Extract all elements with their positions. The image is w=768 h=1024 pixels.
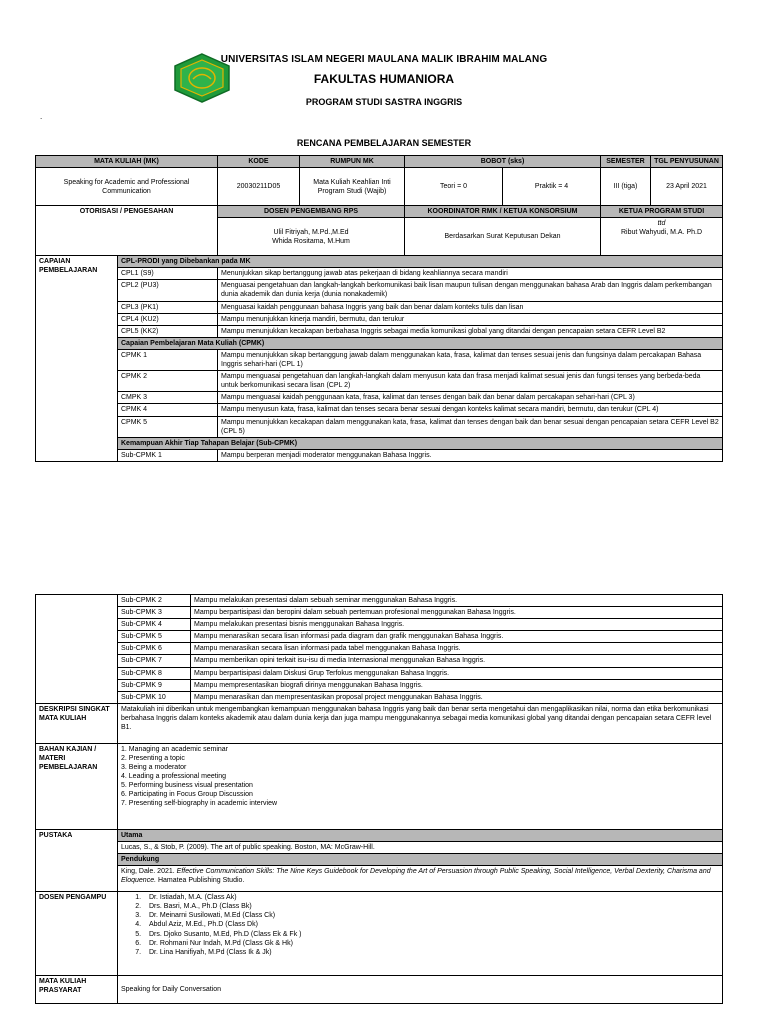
subcpmk-continued: [36, 595, 723, 704]
header-semester: SEMESTER: [601, 156, 651, 168]
cpmk-row: [36, 404, 723, 416]
rps-table-page-2: [35, 594, 723, 1004]
cpl-header-label: CPL-PRODI yang Dibebankan pada MK: [118, 256, 723, 268]
course-teori: Teori = 0: [405, 168, 503, 206]
prasyarat-label: MATA KULIAH PRASYARAT: [36, 976, 118, 1004]
subcpmk-text: Mampu melakukan presentasi bisnis menggunakan Bahasa Inggris.: [191, 619, 723, 631]
dosen-label: DOSEN PENGAMPU: [36, 892, 118, 976]
subcpmk-row: [36, 643, 723, 655]
course-name: Speaking for Academic and Professional Communication: [36, 168, 218, 206]
header-ketua-prodi: KETUA PROGRAM STUDI: [601, 206, 723, 218]
pustaka-utama-label: Utama: [118, 829, 723, 841]
cpmk-row: [36, 392, 723, 404]
course-code: 20030211D05: [218, 168, 300, 206]
course-semester: III (tiga): [601, 168, 651, 206]
subcpmk-code: Sub-CPMK 8: [118, 667, 191, 679]
course-praktik: Praktik = 4: [503, 168, 601, 206]
capaian-section: [36, 256, 723, 462]
cpl-row-text: Mampu menunjukkan kinerja mandiri, bermutu, dan terukur: [218, 313, 723, 325]
subcpmk-row: [36, 619, 723, 631]
bahan-label: BAHAN KAJIAN / MATERI PEMBELAJARAN: [36, 743, 118, 829]
cpl-row: [36, 325, 723, 337]
subcpmk-code: Sub-CPMK 7: [118, 655, 191, 667]
bahan-item: 2. Presenting a topic: [121, 754, 185, 762]
cpl-row-code: CPL5 (KK2): [118, 325, 218, 337]
ttd-label: ttd: [657, 220, 666, 228]
header-dosen-pengembang: DOSEN PENGEMBANG RPS: [218, 206, 405, 218]
cpmk-row-text: Mampu menunjukkan kecakapan dalam menggunakan kata, frasa, kalimat dan tenses dengan baik dan benar sesuai dengan pencapaian setara CEFR Level B2 (CPL 5): [218, 416, 723, 437]
bahan-item: 7. Presenting self-biography in academic interview: [121, 800, 278, 808]
ketua-prodi-name: Ribut Wahyudi, M.A. Ph.D: [620, 229, 703, 237]
cpl-row-text: Menguasai pengetahuan dan langkah-langkah berkomunikasi baik lisan maupun tulisan dengan menggunakan bahasa Arab dan Inggris dalam perkembangan dunia akademik dan dunia kerja (dunia nonakademik): [218, 280, 723, 301]
subcpmk-code: Sub-CPMK 6: [118, 643, 191, 655]
cpmk-row-code: CPMK 1: [118, 349, 218, 370]
prasyarat-text: Speaking for Daily Conversation: [118, 976, 723, 1004]
dosen-pengembang-1: Ulil Fitriyah, M.Pd.,M.Ed: [273, 228, 349, 236]
course-date: 23 April 2021: [651, 168, 723, 206]
subcpmk-text: Mampu mempresentasikan biografi dirinya menggunakan Bahasa Inggris.: [191, 679, 723, 691]
cpmk-row-code: CMPK 3: [118, 392, 218, 404]
faculty-name: FAKULTAS HUMANIORA: [313, 72, 455, 86]
header-kode: KODE: [218, 156, 300, 168]
cpmk-row: [36, 371, 723, 392]
header-koordinator: KOORDINATOR RMK / KETUA KONSORSIUM: [405, 206, 601, 218]
cpl-row-text: Menguasai kaidah penggunaan bahasa Inggris yang baik dan benar dalam konteks tulis dan lisan: [218, 301, 723, 313]
dosen-pengembang: [218, 218, 405, 256]
otorisasi-label: OTORISASI / PENGESAHAN: [36, 206, 218, 256]
subcpmk-row: [36, 449, 723, 461]
cpl-row: [36, 280, 723, 301]
dosen-item: 1. Dr. Istiadah, M.A. (Class Ak): [143, 893, 719, 902]
bahan-item: 3. Being a moderator: [121, 764, 187, 772]
subcpmk-code: Sub-CPMK 9: [118, 679, 191, 691]
header-mata-kuliah: MATA KULIAH (MK): [36, 156, 218, 168]
pendukung-author: King, Dale. 2021.: [121, 868, 177, 876]
subcpmk-row-code: Sub-CPMK 1: [118, 449, 218, 461]
subcpmk-code: Sub-CPMK 2: [118, 595, 191, 607]
cpmk-header: [36, 337, 723, 349]
dosen-item: 7. Dr. Lina Hanifiyah, M.Pd (Class Ik & Jk): [143, 948, 719, 957]
subcpmk-row: [36, 691, 723, 703]
deskripsi-label: DESKRIPSI SINGKAT MATA KULIAH: [36, 703, 118, 743]
bahan-list: [118, 743, 723, 829]
subcpmk-row: [36, 631, 723, 643]
subcpmk-row: [36, 655, 723, 667]
header-rumpun: RUMPUN MK: [300, 156, 405, 168]
cpl-row-code: CPL4 (KU2): [118, 313, 218, 325]
cpmk-header-label: Capaian Pembelajaran Mata Kuliah (CPMK): [118, 337, 723, 349]
capaian-label: CAPAIAN PEMBELAJARAN: [36, 256, 118, 462]
rps-table-page-1: [35, 155, 723, 462]
subcpmk-text: Mampu berpartisipasi dalam Diskusi Grup Terfokus menggunakan Bahasa Inggris.: [191, 667, 723, 679]
header-tgl: TGL PENYUSUNAN: [651, 156, 723, 168]
stray-dot: .: [40, 112, 43, 121]
subcpmk-text: Mampu menarasikan secara lisan informasi pada tabel menggunakan Bahasa Inggris.: [191, 643, 723, 655]
capaian-continued-label: [36, 595, 118, 704]
cpmk-row-code: CPMK 4: [118, 404, 218, 416]
subcpmk-row-text: Mampu berperan menjadi moderator menggunakan Bahasa Inggris.: [218, 449, 723, 461]
cpmk-row-text: Mampu menyusun kata, frasa, kalimat dan tenses secara benar sesuai dengan konteks kalimat secara mandiri, bermutu, dan terukur (CPL 4): [218, 404, 723, 416]
pustaka-label: PUSTAKA: [36, 829, 118, 891]
pustaka-pendukung-label: Pendukung: [118, 854, 723, 866]
document-title: RENCANA PEMBELAJARAN SEMESTER: [296, 138, 472, 148]
subcpmk-header: [36, 437, 723, 449]
dosen-item: 5. Drs. Djoko Susanto, M.Ed, Ph.D (Class Ek & Fk ): [143, 930, 719, 939]
pendukung-publisher: Hamatea Publishing Studio.: [156, 877, 245, 885]
dosen-item: 3. Dr. Meinarni Susilowati, M.Ed (Class Ck): [143, 911, 719, 920]
cpl-row-code: CPL3 (PK1): [118, 301, 218, 313]
deskripsi-text: Matakuliah ini diberikan untuk mengembangkan kemampuan menggunakan bahasa Inggris yang baik dan benar serta mengetahui dan mengaplikasikan nilai, norma dan etika berkomunikasi berbahasa Inggris dalam konteks akademik atau dalam dunia kerja dan juga mampu menggunakannya sebagai media komunikasi global yang ditandai dengan pencapaian setara CEFR level B1.: [118, 703, 723, 743]
subcpmk-row: [36, 607, 723, 619]
cpl-row-code: CPL1 (S9): [118, 268, 218, 280]
dosen-item: 4. Abdul Aziz, M.Ed., Ph.D (Class Dk): [143, 920, 719, 929]
dosen-list: [121, 893, 719, 957]
ketua-prodi: [601, 218, 723, 256]
cpl-row: [36, 268, 723, 280]
bahan-item: 4. Leading a professional meeting: [121, 773, 227, 781]
subcpmk-text: Mampu berpartisipasi dan beropini dalam sebuah pertemuan profesional menggunakan Bahasa Inggris.: [191, 607, 723, 619]
subcpmk-text: Mampu memberikan opini terkait isu-isu di media Internasional menggunakan Bahasa Inggris.: [191, 655, 723, 667]
cpl-row-text: Menunjukkan sikap bertanggung jawab atas pekerjaan di bidang keahliannya secara mandiri: [218, 268, 723, 280]
header-bobot: BOBOT (sks): [405, 156, 601, 168]
bahan-item: 6. Participating in Focus Group Discussion: [121, 791, 253, 799]
subcpmk-code: Sub-CPMK 5: [118, 631, 191, 643]
dosen-list-cell: [118, 892, 723, 976]
cpmk-row-text: Mampu menunjukkan sikap bertanggung jawab dalam menggunakan kata, frasa, kalimat dan tenses sesuai jenis dan fungsinya dalam percakapan Bahasa Inggris sehari-hari (CPL 1): [218, 349, 723, 370]
subcpmk-code: Sub-CPMK 3: [118, 607, 191, 619]
bahan-item: 5. Performing business visual presentation: [121, 782, 253, 790]
subcpmk-text: Mampu menarasikan dan mempresentasikan proposal project menggunakan Bahasa Inggris.: [191, 691, 723, 703]
dosen-item: 2. Drs. Basri, M.A., Ph.D (Class Bk): [143, 902, 719, 911]
pendukung-title: Effective Communication Skills: The Nine Keys Guidebook for Developing the Art of Persuasion through Public Speaking, Social Intelligence, Verbal Dexterity, Charisma and Eloquence.: [121, 868, 711, 885]
pustaka-pendukung: [118, 866, 723, 892]
subcpmk-text: Mampu melakukan presentasi dalam sebuah seminar menggunakan Bahasa Inggris.: [191, 595, 723, 607]
subcpmk-row: [36, 667, 723, 679]
cpmk-row-code: CPMK 5: [118, 416, 218, 437]
subcpmk-row: [36, 679, 723, 691]
program-name: PROGRAM STUDI SASTRA INGGRIS: [305, 97, 463, 107]
cpl-row: [36, 313, 723, 325]
cpl-row-text: Mampu menunjukkan kecakapan berbahasa Inggris sebagai media komunikasi global yang ditandai dengan pencapaian setara CEFR Level B2: [218, 325, 723, 337]
course-rumpun: Mata Kuliah Keahlian Inti Program Studi (Wajib): [300, 168, 405, 206]
dosen-item: 6. Dr. Rohmani Nur Indah, M.Pd (Class Gk & Hk): [143, 939, 719, 948]
university-name: UNIVERSITAS ISLAM NEGERI MAULANA MALIK IBRAHIM MALANG: [220, 54, 548, 65]
subcpmk-code: Sub-CPMK 4: [118, 619, 191, 631]
cpmk-row: [36, 416, 723, 437]
cpl-row: [36, 301, 723, 313]
cpmk-row: [36, 349, 723, 370]
cpmk-row-code: CPMK 2: [118, 371, 218, 392]
pustaka-utama: Lucas, S., & Stob, P. (2009). The art of public speaking. Boston, MA: McGraw-Hill.: [118, 841, 723, 853]
cpmk-row-text: Mampu menguasai kaidah penggunaan kata, frasa, kalimat dan tenses dengan baik dan benar dalam percakapan sehari-hari (CPL 3): [218, 392, 723, 404]
cpl-header: [36, 256, 723, 268]
cpl-row-code: CPL2 (PU3): [118, 280, 218, 301]
subcpmk-code: Sub-CPMK 10: [118, 691, 191, 703]
koordinator-value: Berdasarkan Surat Keputusan Dekan: [405, 218, 601, 256]
document-header: [0, 0, 768, 148]
subcpmk-row: [36, 595, 723, 607]
cpmk-row-text: Mampu menguasai pengetahuan dan langkah-langkah dalam menyusun kata dan frasa menjadi kalimat sesuai jenis dan fungsi tenses yang berbeda-beda untuk berkomunikasi secara lisan (CPL 2): [218, 371, 723, 392]
dosen-pengembang-2: Whida Rositama, M.Hum: [272, 237, 350, 245]
subcpmk-text: Mampu menarasikan secara lisan informasi pada diagram dan grafik menggunakan Bahasa Inggris.: [191, 631, 723, 643]
bahan-item: 1. Managing an academic seminar: [121, 745, 229, 753]
subcpmk-header-label: Kemampuan Akhir Tiap Tahapan Belajar (Sub-CPMK): [118, 437, 723, 449]
